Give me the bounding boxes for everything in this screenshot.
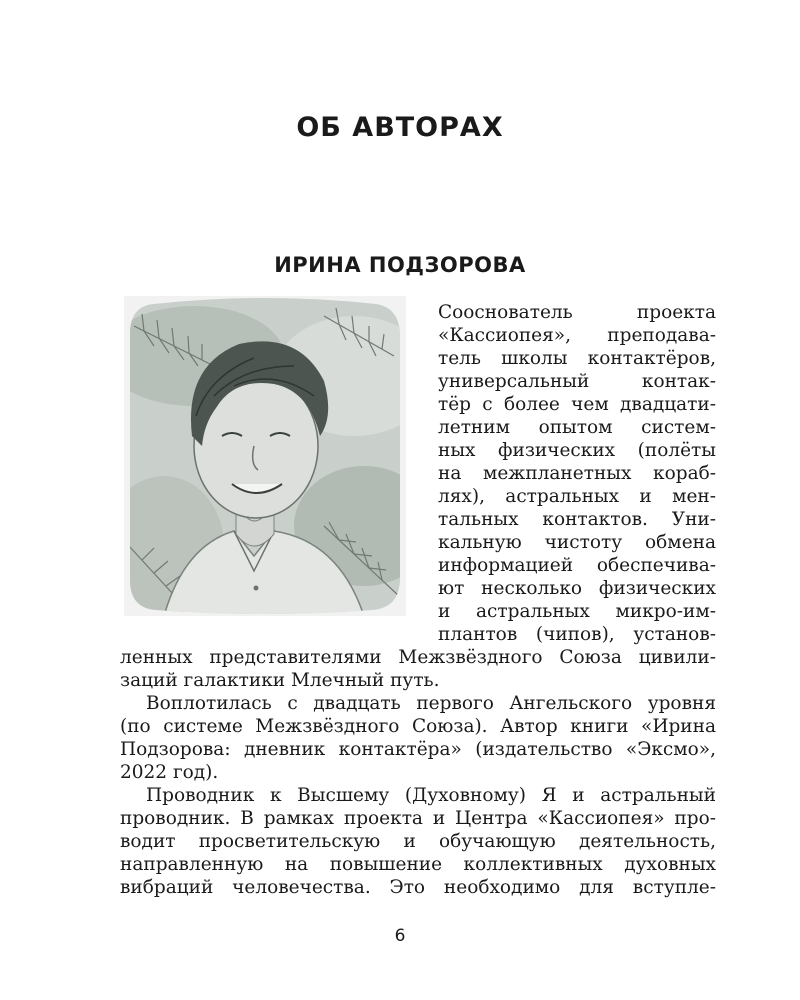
text-line: Воплотилась с двадцать первого Ангельского уровня <box>146 693 716 714</box>
text-line: плантов (чипов), установ- <box>438 624 716 645</box>
text-line: тель школы контактёров, <box>438 348 716 369</box>
text-line: 2022 год). <box>120 762 219 783</box>
text-line: ленных представителями Межзвёздного Союза цивили- <box>120 647 716 668</box>
text-line: тальных контактов. Уни- <box>438 509 716 530</box>
page-number: 6 <box>394 926 406 946</box>
text-line: ют несколько физических <box>438 578 716 599</box>
text-line: (по системе Межзвёздного Союза). Автор книги «Ирина <box>120 716 716 737</box>
text-line: на межпланетных кораб- <box>438 463 716 484</box>
text-line: Подзорова: дневник контактёра» (издательство «Эксмо», <box>120 739 716 760</box>
text-line: «Кассиопея», преподава- <box>438 325 716 346</box>
author-portrait <box>124 296 406 616</box>
text-line: Сооснователь проекта <box>438 302 716 323</box>
text-line: лях), астральных и мен- <box>438 486 716 507</box>
text-line: тёр с более чем двадцати- <box>438 394 716 415</box>
portrait-drawing-icon <box>124 296 406 616</box>
page-title: ОБ АВТОРАХ <box>296 112 504 143</box>
text-line: информацией обеспечива- <box>438 555 716 576</box>
text-line: вибраций человечества. Это необходимо для вступле- <box>120 877 716 898</box>
text-line: направленную на повышение коллективных духовных <box>120 854 716 875</box>
text-line: летним опытом систем- <box>438 417 716 438</box>
text-line: универсальный контак- <box>438 371 716 392</box>
author-name: ИРИНА ПОДЗОРОВА <box>274 253 526 277</box>
text-line: кальную чистоту обмена <box>438 532 716 553</box>
text-line: заций галактики Млечный путь. <box>120 670 440 691</box>
text-line: водит просветительскую и обучающую деятельность, <box>120 831 716 852</box>
text-line: проводник. В рамках проекта и Центра «Кассиопея» про- <box>120 808 716 829</box>
text-line: и астральных микро-им- <box>438 601 716 622</box>
text-line: ных физических (полёты <box>438 440 716 461</box>
text-line: Проводник к Высшему (Духовному) Я и астральный <box>146 785 716 806</box>
